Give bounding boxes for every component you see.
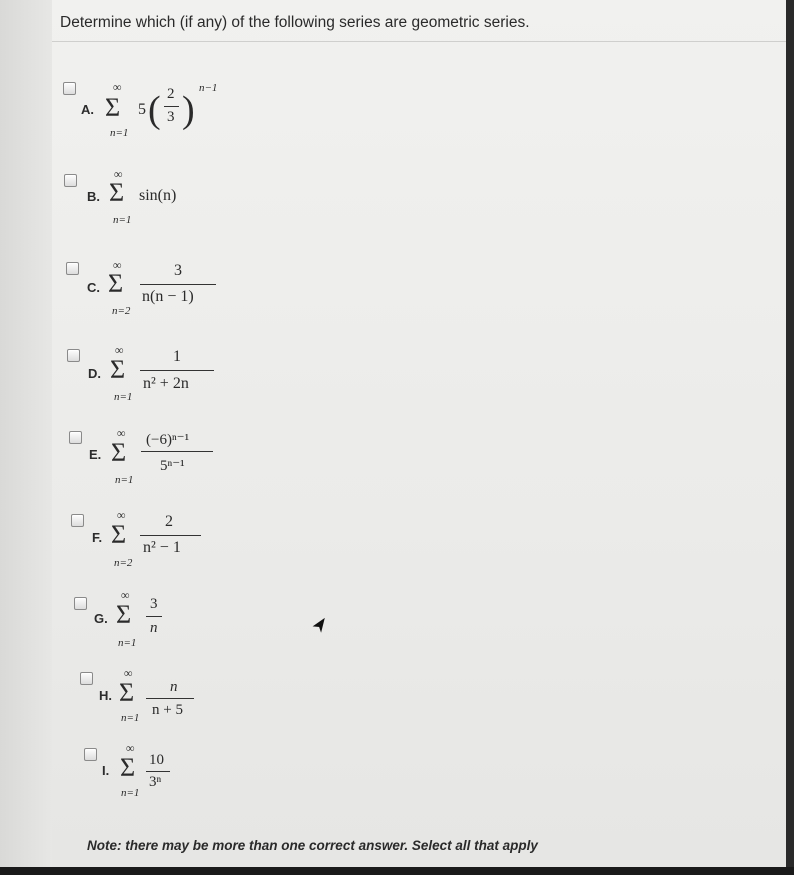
sigma-symbol: Σ (116, 600, 132, 629)
fraction-bar (164, 106, 179, 107)
sum-lower-limit: n=2 (112, 305, 131, 317)
sum-upper-limit: ∞ (124, 666, 133, 680)
fraction-numerator: 3 (174, 262, 182, 279)
fraction-bar (140, 535, 201, 536)
checkbox-icon[interactable] (63, 82, 76, 95)
checkbox-icon[interactable] (69, 431, 82, 444)
sigma-symbol: Σ (111, 438, 127, 467)
sum-upper-limit: ∞ (115, 343, 124, 357)
fraction-numerator: 3 (150, 596, 158, 612)
option-letter: F. (92, 530, 103, 545)
fraction-numerator: 1 (173, 348, 181, 365)
sum-lower-limit: n=1 (121, 712, 140, 724)
sum-lower-limit: n=1 (121, 787, 140, 799)
fraction-denominator: 3 (167, 109, 175, 125)
sum-lower-limit: n=2 (114, 557, 133, 569)
sum-lower-limit: n=1 (118, 637, 137, 649)
fraction-denominator: 5ⁿ⁻¹ (160, 458, 185, 474)
option-letter: E. (89, 447, 102, 462)
fraction-numerator: n (170, 679, 178, 695)
fraction-denominator: n(n − 1) (142, 288, 194, 305)
note-text: Note: there may be more than one correct answer. Select all that apply (87, 838, 538, 853)
sigma-symbol: Σ (109, 178, 125, 207)
sum-lower-limit: n=1 (110, 127, 129, 139)
fraction-denominator: 3ⁿ (149, 774, 162, 790)
sum-upper-limit: ∞ (117, 426, 126, 440)
fraction-bar (146, 698, 194, 699)
sum-lower-limit: n=1 (114, 391, 133, 403)
fraction-denominator: n² + 2n (143, 375, 189, 392)
sigma-symbol: Σ (110, 355, 126, 384)
fraction-bar (146, 771, 170, 772)
question-prompt: Determine which (if any) of the following series are geometric series. (60, 14, 530, 31)
checkbox-icon[interactable] (66, 262, 79, 275)
sum-upper-limit: ∞ (113, 80, 122, 94)
sum-lower-limit: n=1 (115, 474, 134, 486)
fraction-bar (140, 284, 216, 285)
checkbox-icon[interactable] (64, 174, 77, 187)
coefficient: 5 (138, 101, 146, 118)
option-letter: A. (81, 102, 94, 117)
checkbox-icon[interactable] (67, 349, 80, 362)
sum-upper-limit: ∞ (126, 741, 135, 755)
fraction-numerator: (−6)ⁿ⁻¹ (146, 432, 190, 448)
fraction-bar (146, 616, 162, 617)
fraction-numerator: 10 (149, 752, 164, 768)
option-letter: H. (99, 688, 112, 703)
fraction-denominator: n² − 1 (143, 539, 181, 556)
fraction-bar (141, 451, 213, 452)
divider (52, 41, 786, 42)
checkbox-icon[interactable] (84, 748, 97, 761)
left-paren: ( (148, 89, 161, 131)
sum-upper-limit: ∞ (114, 167, 123, 181)
sigma-symbol: Σ (105, 93, 121, 122)
checkbox-icon[interactable] (74, 597, 87, 610)
screen-edge-bottom (0, 867, 794, 875)
sigma-symbol: Σ (120, 753, 136, 782)
fraction-denominator: n + 5 (152, 702, 183, 718)
series-term: sin(n) (139, 187, 177, 204)
option-letter: C. (87, 280, 100, 295)
mouse-pointer-icon (312, 617, 326, 635)
fraction-numerator: 2 (165, 513, 173, 530)
fraction-denominator: n (150, 620, 158, 636)
option-letter: G. (94, 611, 108, 626)
sum-upper-limit: ∞ (113, 258, 122, 272)
fraction-bar (140, 370, 214, 371)
sum-lower-limit: n=1 (113, 214, 132, 226)
sigma-symbol: Σ (111, 520, 127, 549)
sigma-symbol: Σ (119, 678, 135, 707)
screen-edge-right (786, 0, 794, 875)
right-paren: ) (182, 89, 195, 131)
fraction-numerator: 2 (167, 86, 175, 102)
sum-upper-limit: ∞ (117, 508, 126, 522)
option-letter: B. (87, 189, 100, 204)
option-letter: D. (88, 366, 101, 381)
checkbox-icon[interactable] (80, 672, 93, 685)
sum-upper-limit: ∞ (121, 588, 130, 602)
option-letter: I. (102, 763, 110, 778)
sigma-symbol: Σ (108, 269, 124, 298)
checkbox-icon[interactable] (71, 514, 84, 527)
exponent: n−1 (199, 82, 218, 94)
left-margin (0, 0, 52, 867)
